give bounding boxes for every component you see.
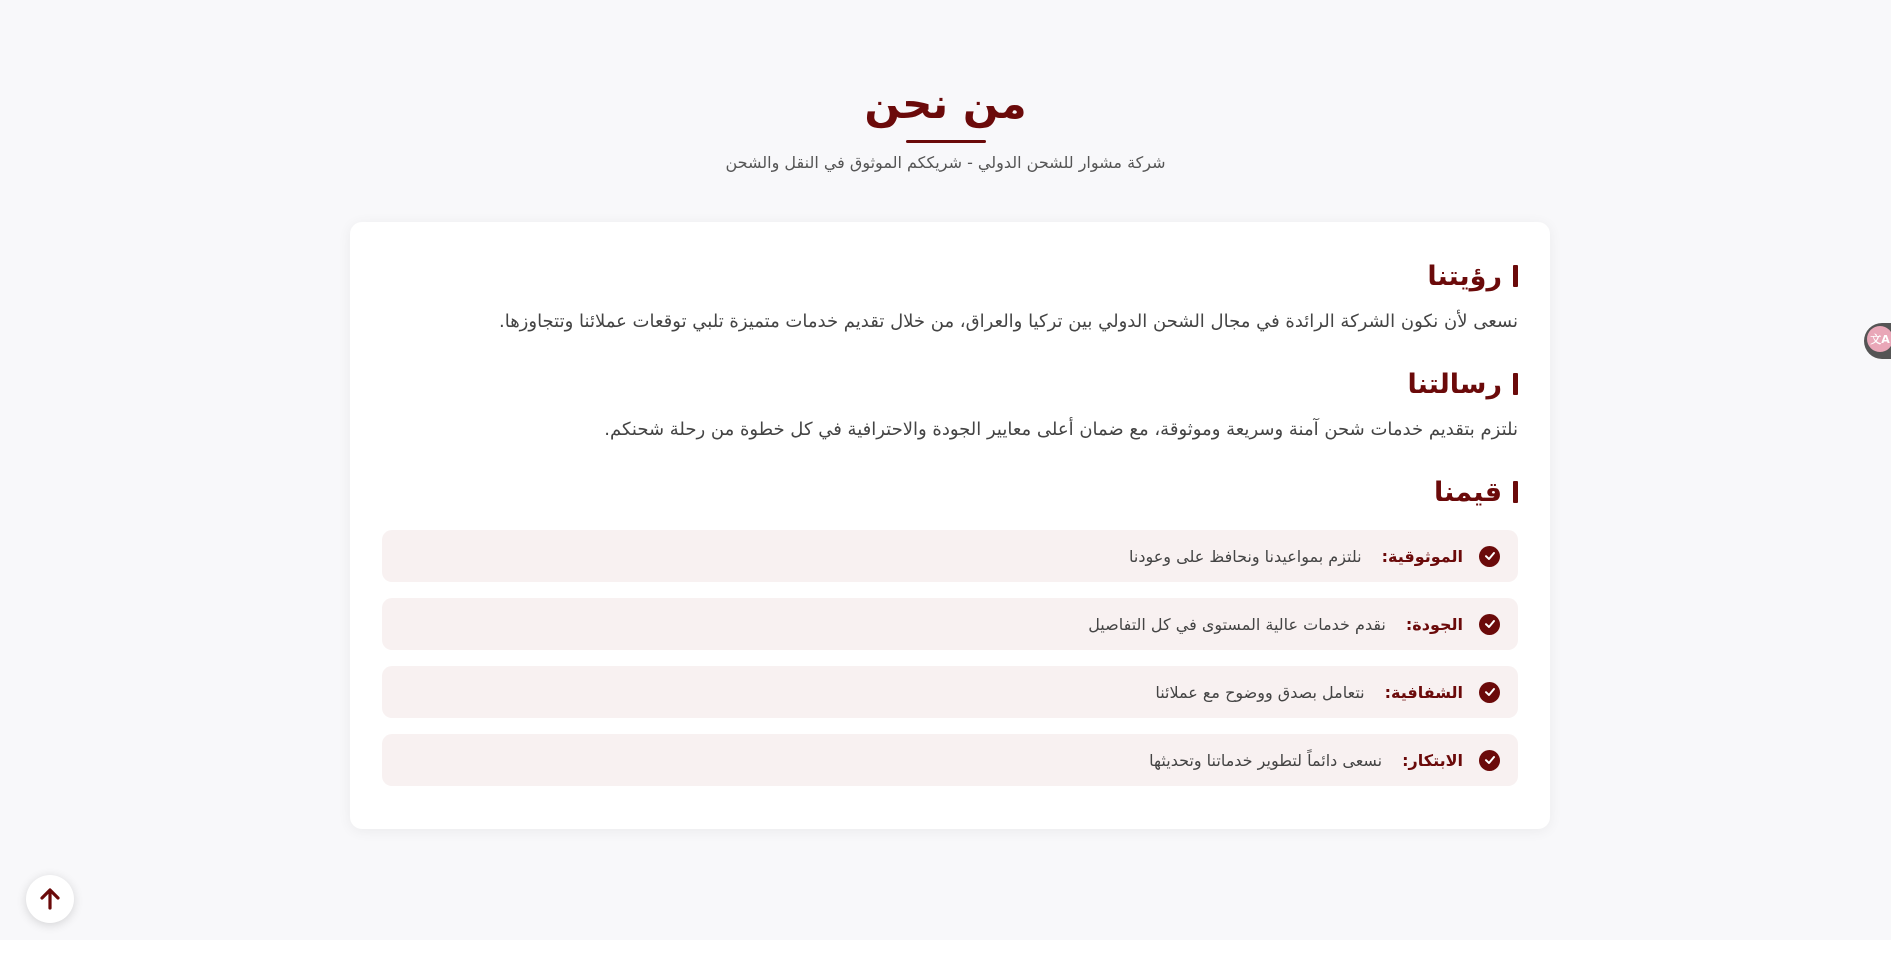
title-underline — [906, 140, 986, 143]
check-circle-icon — [1479, 614, 1500, 635]
value-name: الشفافية: — [1384, 682, 1463, 702]
value-description: نسعى دائماً لتطوير خدماتنا وتحديثها — [1149, 750, 1383, 770]
translate-icon[interactable]: 文A — [1867, 326, 1891, 352]
page-subtitle: شركة مشوار للشحن الدولي - شريككم الموثوق في النقل والشحن — [725, 153, 1166, 172]
check-circle-icon — [1479, 682, 1500, 703]
value-item-reliability — [382, 530, 1518, 582]
mission-heading: رسالتنا — [382, 366, 1518, 402]
values-heading: قيمنا — [382, 474, 1518, 510]
value-name: الموثوقية: — [1381, 546, 1463, 566]
value-name: الابتكار: — [1402, 750, 1463, 770]
check-circle-icon — [1479, 546, 1500, 567]
page-header — [0, 76, 1891, 172]
value-item-quality — [382, 598, 1518, 650]
values-list — [382, 530, 1518, 786]
vision-heading: رؤيتنا — [382, 258, 1518, 294]
about-card — [350, 222, 1550, 829]
translate-widget[interactable] — [1864, 323, 1891, 359]
mission-text: نلتزم بتقديم خدمات شحن آمنة وسريعة وموثوقة، مع ضمان أعلى معايير الجودة والاحترافية في كل خطوة من رحلة شحنكم. — [604, 419, 1518, 440]
page-title: من نحن — [864, 79, 1027, 128]
value-description: نلتزم بمواعيدنا ونحافظ على وعودنا — [1129, 546, 1362, 566]
value-item-transparency — [382, 666, 1518, 718]
vision-text: نسعى لأن نكون الشركة الرائدة في مجال الشحن الدولي بين تركيا والعراق، من خلال تقديم خدمات متميزة تلبي توقعات عملائنا وتتجاوزها. — [498, 311, 1518, 332]
footer-band — [0, 940, 1891, 974]
value-item-innovation — [382, 734, 1518, 786]
scroll-to-top-button[interactable] — [26, 875, 74, 923]
arrow-up-icon — [39, 887, 61, 911]
value-description: نتعامل بصدق ووضوح مع عملائنا — [1155, 682, 1365, 702]
value-name: الجودة: — [1405, 614, 1463, 634]
check-circle-icon — [1479, 750, 1500, 771]
value-description: نقدم خدمات عالية المستوى في كل التفاصيل — [1088, 614, 1386, 634]
